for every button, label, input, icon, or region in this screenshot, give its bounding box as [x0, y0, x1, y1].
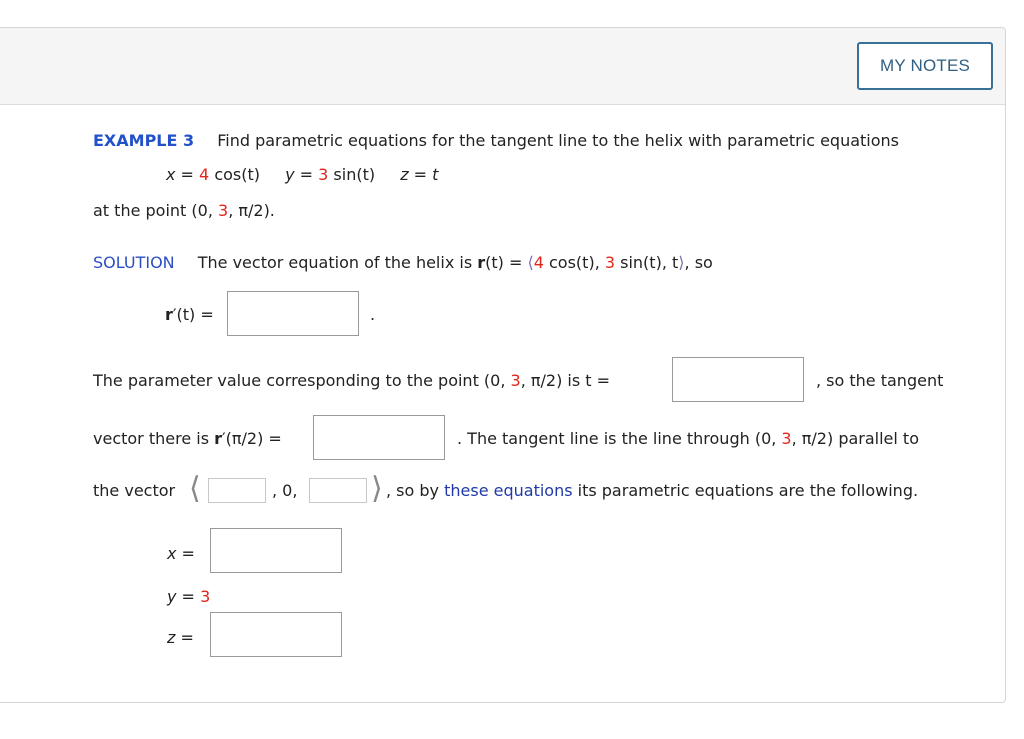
rprime-input[interactable]	[227, 291, 359, 336]
point-prefix: at the point (0,	[93, 201, 218, 220]
r-bold: r	[477, 253, 486, 272]
z-eq: z = t	[400, 165, 439, 184]
vector-text-a: vector there is	[93, 429, 215, 448]
param-tail: , so the tangent	[816, 371, 944, 390]
vector-r: r	[214, 429, 223, 448]
vector-zero: , 0,	[272, 481, 298, 500]
y-eq-prefix: y =	[285, 165, 319, 184]
rprime-period: .	[370, 305, 376, 324]
vector-line-a	[93, 429, 282, 448]
rprime-label	[165, 305, 214, 324]
vector-tail	[386, 481, 918, 500]
solution-tail: , so	[684, 253, 713, 272]
left-angle: ⟨	[527, 253, 534, 272]
vector-left-bracket: ⟨	[189, 471, 201, 506]
point-three: 3	[218, 201, 229, 220]
y-fn: sin(t)	[328, 165, 376, 184]
z-answer-label: z =	[167, 628, 194, 647]
point-line	[93, 201, 275, 220]
rprime-r: r	[165, 305, 173, 324]
solution-text-b: (t) =	[485, 253, 528, 272]
my-notes-button[interactable]: MY NOTES	[857, 42, 993, 90]
y-coef: 3	[318, 165, 329, 184]
right-angle: ⟩	[678, 253, 685, 272]
vector-text-c: . The tangent line is the line through (0,	[457, 429, 782, 448]
vector-text-d: , π/2) parallel to	[791, 429, 919, 448]
z-answer-input[interactable]	[210, 612, 342, 657]
param-three: 3	[510, 371, 521, 390]
the-vector-label: the vector	[93, 481, 176, 500]
solution-line	[93, 253, 713, 272]
y-answer-label: y =	[167, 587, 195, 606]
helix-equations	[166, 165, 438, 184]
solution-four: 4	[533, 253, 544, 272]
x-fn: cos(t)	[209, 165, 260, 184]
solution-mid-b: sin(t), t	[615, 253, 679, 272]
x-answer-label: x =	[167, 544, 195, 563]
vector-line-b	[457, 429, 919, 448]
x-answer-input[interactable]	[210, 528, 342, 573]
example-label: EXAMPLE 3	[93, 131, 195, 150]
param-line	[93, 371, 610, 390]
vector-third-input[interactable]	[309, 478, 367, 503]
vector-tail-a: , so by	[386, 481, 445, 500]
x-eq-prefix: x =	[166, 165, 200, 184]
question-panel	[0, 27, 1006, 703]
x-coef: 4	[199, 165, 210, 184]
y-answer-value: 3	[200, 587, 211, 606]
t-value-input[interactable]	[672, 357, 804, 402]
point-suffix: , π/2).	[228, 201, 275, 220]
solution-mid-a: cos(t),	[543, 253, 605, 272]
vector-right-bracket: ⟩	[371, 471, 383, 506]
example-heading	[93, 131, 899, 150]
panel-header	[0, 28, 1005, 105]
y-answer-row	[167, 587, 210, 606]
param-text-a: The parameter value corresponding to the point (0,	[93, 371, 511, 390]
vector-three: 3	[781, 429, 792, 448]
solution-label: SOLUTION	[93, 253, 175, 272]
rprime-text: ′(t) =	[172, 305, 214, 324]
example-prompt: Find parametric equations for the tangent line to the helix with parametric equations	[217, 131, 899, 150]
solution-three: 3	[604, 253, 616, 272]
vector-first-input[interactable]	[208, 478, 266, 503]
param-text-b: , π/2) is t =	[520, 371, 611, 390]
these-equations-link[interactable]: these equations	[444, 481, 573, 500]
vector-text-b: ′(π/2) =	[222, 429, 282, 448]
rprime-pi2-input[interactable]	[313, 415, 445, 460]
vector-tail-b: its parametric equations are the following.	[572, 481, 919, 500]
solution-text-a: The vector equation of the helix is	[197, 253, 478, 272]
